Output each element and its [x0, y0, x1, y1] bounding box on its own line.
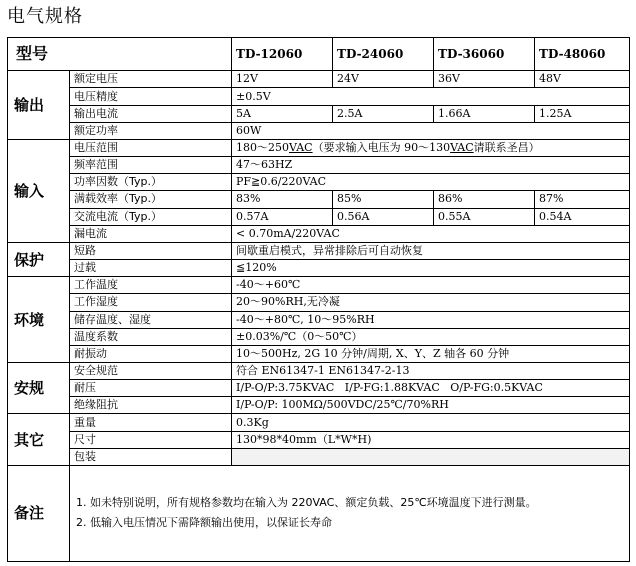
table-row	[8, 431, 630, 448]
cell-value: -40～+60℃	[232, 277, 630, 294]
table-row	[8, 294, 630, 311]
spec-table	[7, 37, 630, 562]
group-label-notes: 备注	[8, 465, 70, 561]
notes-row	[8, 465, 630, 561]
group-label-protection: 保护	[8, 242, 70, 276]
cell-value: < 0.70mA/220VAC	[232, 225, 630, 242]
notes-box	[70, 465, 630, 561]
model-header-label: 型号	[8, 38, 232, 71]
row-label: 重量	[70, 414, 232, 431]
table-row	[8, 122, 630, 139]
cell-value: 85%	[333, 191, 434, 208]
cell-value: 0.57A	[232, 208, 333, 225]
table-row	[8, 88, 630, 105]
table-row	[8, 242, 630, 259]
cell-value: 1.25A	[535, 105, 630, 122]
voltage-range-a-unit: VAC	[289, 141, 313, 155]
group-label-output: 输出	[8, 71, 70, 140]
table-row	[8, 71, 630, 88]
row-label: 交流电流（Typ.）	[70, 208, 232, 225]
cell-value: 83%	[232, 191, 333, 208]
group-label-safety: 安规	[8, 362, 70, 413]
cell-value: 0.56A	[333, 208, 434, 225]
table-row	[8, 380, 630, 397]
cell-value: 87%	[535, 191, 630, 208]
cell-value: 12V	[232, 71, 333, 88]
table-row	[8, 311, 630, 328]
cell-value: 2.5A	[333, 105, 434, 122]
table-row	[8, 157, 630, 174]
table-row	[8, 397, 630, 414]
row-label: 满载效率（Typ.）	[70, 191, 232, 208]
table-row	[8, 208, 630, 225]
cell-value: 1.66A	[434, 105, 535, 122]
cell-value: ≦120%	[232, 260, 630, 277]
cell-value: -40～+80℃, 10～95%RH	[232, 311, 630, 328]
cell-value: I/P-O/P:3.75KVAC I/P-FG:1.88KVAC O/P-FG:0.5KVAC	[232, 380, 630, 397]
row-label: 额定功率	[70, 122, 232, 139]
group-label-environment: 环境	[8, 277, 70, 363]
note-line: 2. 低输入电压情况下需降额输出使用，以保证长寿命	[76, 516, 332, 530]
table-row	[8, 277, 630, 294]
model-name: TD-12060	[232, 38, 333, 71]
row-label: 工作湿度	[70, 294, 232, 311]
group-label-other: 其它	[8, 414, 70, 465]
cell-value: 47～63HZ	[232, 157, 630, 174]
cell-value: 5A	[232, 105, 333, 122]
voltage-range-c: 请联系圣昌）	[473, 141, 540, 155]
model-name: TD-24060	[333, 38, 434, 71]
row-label: 绝缘阻抗	[70, 397, 232, 414]
cell-value: ±0.03%/℃（0～50℃）	[232, 328, 630, 345]
table-row	[8, 105, 630, 122]
document-title: 电气规格	[7, 6, 83, 27]
cell-value: 86%	[434, 191, 535, 208]
table-row	[8, 260, 630, 277]
voltage-range-b: （要求输入电压为 90～130	[312, 141, 451, 155]
table-row	[8, 139, 630, 156]
row-label: 温度系数	[70, 328, 232, 345]
cell-value	[232, 139, 630, 156]
cell-value: 24V	[333, 71, 434, 88]
voltage-range-a: 180～250	[236, 141, 290, 155]
cell-value: 0.54A	[535, 208, 630, 225]
row-label: 储存温度、湿度	[70, 311, 232, 328]
row-label: 包装	[70, 448, 232, 465]
cell-value	[232, 448, 630, 465]
row-label: 过载	[70, 260, 232, 277]
cell-value: I/P-O/P: 100MΩ/500VDC/25℃/70%RH	[232, 397, 630, 414]
cell-value: 130*98*40mm（L*W*H)	[232, 431, 630, 448]
row-label: 短路	[70, 242, 232, 259]
table-row	[8, 448, 630, 465]
cell-value: 间歇重启模式，异常排除后可自动恢复	[232, 242, 630, 259]
table-row	[8, 225, 630, 242]
cell-value: 符合 EN61347-1 EN61347-2-13	[232, 362, 630, 379]
row-label: 尺寸	[70, 431, 232, 448]
voltage-range-b-unit: VAC	[450, 141, 474, 155]
cell-value: 48V	[535, 71, 630, 88]
row-label: 工作温度	[70, 277, 232, 294]
table-row	[8, 174, 630, 191]
table-row	[8, 328, 630, 345]
table-header-row	[8, 38, 630, 71]
row-label: 电压精度	[70, 88, 232, 105]
model-name: TD-36060	[434, 38, 535, 71]
row-label: 耐振动	[70, 345, 232, 362]
cell-value: 20～90%RH,无冷凝	[232, 294, 630, 311]
group-label-input: 输入	[8, 139, 70, 242]
table-row	[8, 362, 630, 379]
row-label: 电压范围	[70, 139, 232, 156]
cell-value: PF≧0.6/220VAC	[232, 174, 630, 191]
row-label: 耐压	[70, 380, 232, 397]
cell-value: 36V	[434, 71, 535, 88]
note-line: 1. 如未特别说明，所有规格参数均在输入为 220VAC、额定负载、25℃环境温度下进行测量。	[76, 496, 537, 510]
cell-value: ±0.5V	[232, 88, 630, 105]
table-row	[8, 191, 630, 208]
row-label: 漏电流	[70, 225, 232, 242]
cell-value: 0.3Kg	[232, 414, 630, 431]
row-label: 安全规范	[70, 362, 232, 379]
cell-value: 0.55A	[434, 208, 535, 225]
model-name: TD-48060	[535, 38, 630, 71]
cell-value: 10～500Hz, 2G 10 分钟/周期, X、Y、Z 轴各 60 分钟	[232, 345, 630, 362]
cell-value: 60W	[232, 122, 630, 139]
row-label: 频率范围	[70, 157, 232, 174]
row-label: 输出电流	[70, 105, 232, 122]
row-label: 额定电压	[70, 71, 232, 88]
row-label: 功率因数（Typ.）	[70, 174, 232, 191]
table-row	[8, 414, 630, 431]
table-row	[8, 345, 630, 362]
